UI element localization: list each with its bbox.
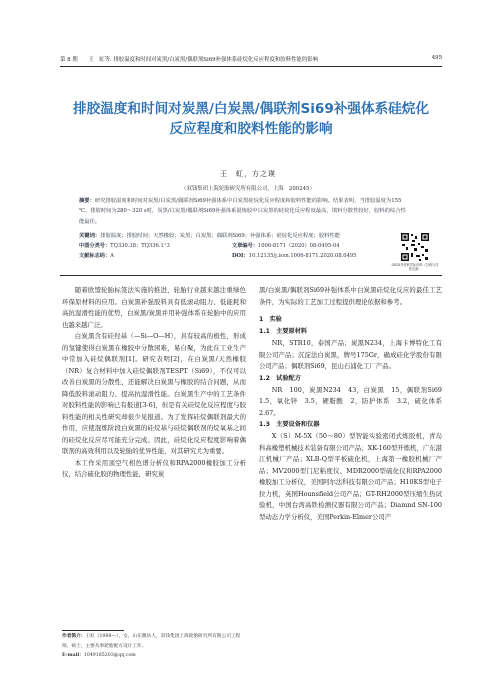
abstract [79,196,406,227]
doi-label: DOI： [232,253,249,259]
author-bio-label: 作者简介： [62,634,86,639]
doc-code-value: A [110,253,114,259]
abstract-text: 研究排胶温度和时间对炭黑/白炭黑/偶联剂Si69补强体系中白炭黑硅烷化反应程度和胶料性能的影响。结果表明，当排胶温度为155 ℃、排胶时间为280～320 s时，炭黑/白炭黑/偶联剂Si69补强体系混炼胶中白炭黑的硅烷化反应程度最高，填料分散性较好，胶料的综合性能最佳。 [79,198,406,225]
affiliation: （双钱集团上海轮胎研究所有限公司，上海 200245） [181,186,315,192]
keywords-label: 关键词： [79,233,101,239]
page-number: 495 [431,55,442,61]
authors: 王 虹，方之瑛 [220,170,276,178]
running-header [60,55,442,63]
footnote-rule [62,630,124,631]
paragraph: X（S）M-5X（50～80）型智能实验密闭式炼胶机，青岛科高橡塑机械技术装备有限公司产品；XK-160型开炼机，广东湛江机械厂产品；XLB-Q型平板硫化机，上海第一橡胶机械厂产品；MV2000型门尼粘度仪、MDR2000型硫化仪和RPA2000橡胶加工分析仪，美国阿尔法科技有限公司产品；H10KS型电子拉力机，英国Hounsfield公司产品；GT-RH2000型压缩生热试验机，中国台湾高铁检测仪器有限公司产品；Diamnd SN-100型动态力学分析仪，美国Perkin-Elmer公司产 [259,432,442,521]
section-heading: 1 实验 [259,316,282,323]
author-bio [62,632,246,651]
keywords-text: 排胶温度；排胶时间；天然橡胶；炭黑；白炭黑；偶联剂Si69；补强体系；硅烷化反应程度；胶料性能 [100,233,341,239]
clc-label: 中图分类号： [79,243,111,249]
subsection-heading: 1.3 主要设备和仪器 [259,421,320,428]
paragraph: NR 100，炭黑N234 43，白炭黑 15，偶联剂Si69 1.5，氧化锌 3.5，硬脂酸 2，防护体系 3.2，硫化体系 2.67。 [259,385,449,417]
paragraph: 白炭黑含有硅羟基（—Si—O—H），具有较高的极性，形成的氢键使得白炭黑在橡胶中分散困难，易自聚，为此在工业生产中常加入硅烷偶联剂[1]。研究表明[2]，在白炭黑/天然橡胶（NR）复合材料中加入硅烷偶联剂TESPT（Si69），不仅可以改善白炭黑的分散性，还能解决白炭黑与橡胶的结合问题，从而降低胶料滚动阻力、提高抗湿滑性能。白炭黑生产中的工艺条件对胶料性能的影响已有报道[3-6]，但是有关硅烷化反应程度与胶料性能的相关性研究却很少见报道。为了发挥硅烷偶联剂最大的作用，应使混炼阶段白炭黑的硅烷基与硅烷偶联剂的烷氧基之间的硅烷化反应尽可能充分完成。因此，硅烷化反应程度影响着偶联剂的高效利用以及轮胎的优异性能，对其研究尤为重要。 [62,332,246,455]
paper-title: 排胶温度和时间对炭黑/白炭黑/偶联剂Si69补强体系硅烷化反应程度和胶料性能的影响 [73,101,429,137]
running-header-text: 第 8 期 王 虹等. 排胶温度和时间对炭黑/白炭黑/偶联剂Si69补强体系硅烷化反应程度和胶料性能的影响 [60,57,318,63]
email-value: 1049185203@qq.com [83,653,136,658]
clc-line [79,241,229,251]
author-email [62,651,246,661]
subsection-heading: 1.1 主要原材料 [259,328,308,335]
email-label: E-mail： [62,653,84,658]
article-no-line [232,241,392,251]
doi-value: 10.12135/j.issn.1006-8171.2020.08.0495 [248,253,357,259]
doc-code-line [79,251,229,261]
subsection-heading: 1.2 试验配方 [259,374,301,382]
paragraph: 黑/白炭黑/偶联剂Si69补强体系中白炭黑硅烷化反应的最佳工艺条件，为实际的工艺加工过程提供理论依据和参考。 [259,286,442,306]
paragraph: 随着欧盟轮胎标签法实施的推进，轮胎行业越来越注重绿色环保原材料的应用。白炭黑补强胶料具有低滚动阻力、低能耗和高抗湿滑性能的优势，白炭黑/炭黑并用补强体系在轮胎中的应用也越来越广泛。 [62,286,246,329]
doc-code-label: 文献标志码： [79,253,111,259]
abstract-label: 摘要： [79,198,95,204]
right-column [259,285,449,523]
paragraph: NR，STR10，泰国产品；炭黑N234，上海卡博特化工有限公司产品；沉淀法白炭黑，牌号175Gr，确成硅化学股份有限公司产品；偶联剂Si69，昆山石浦化工厂产品。 [259,339,442,370]
article-no-label: 文章编号： [232,243,258,249]
footnote [62,632,246,661]
keywords [79,231,406,241]
left-column [62,285,246,481]
header-rule [60,66,442,67]
paragraph: 本工作采用顶空气相色谱分析仪和RPA2000橡胶加工分析仪，结合硫化胶的物理性能，研究炭 [62,458,246,478]
qr-code-image [400,232,430,262]
article-no-value: 1006-8171（2020）08-0495-04 [257,243,340,249]
author-bio-text: 王虹（1988—），女，山东潍坊人，双钱集团上海轮胎研究所有限公司工程师，硕士，主要从事轮胎配方设计工作。 [62,634,241,649]
qr-caption: OSID开放科学标识码（扫码与作者交流） [391,263,439,271]
doi-line [232,251,392,261]
abstract-rule [60,275,442,276]
clc-value: TQ330.38；TQ336.1⁺3 [110,243,170,249]
